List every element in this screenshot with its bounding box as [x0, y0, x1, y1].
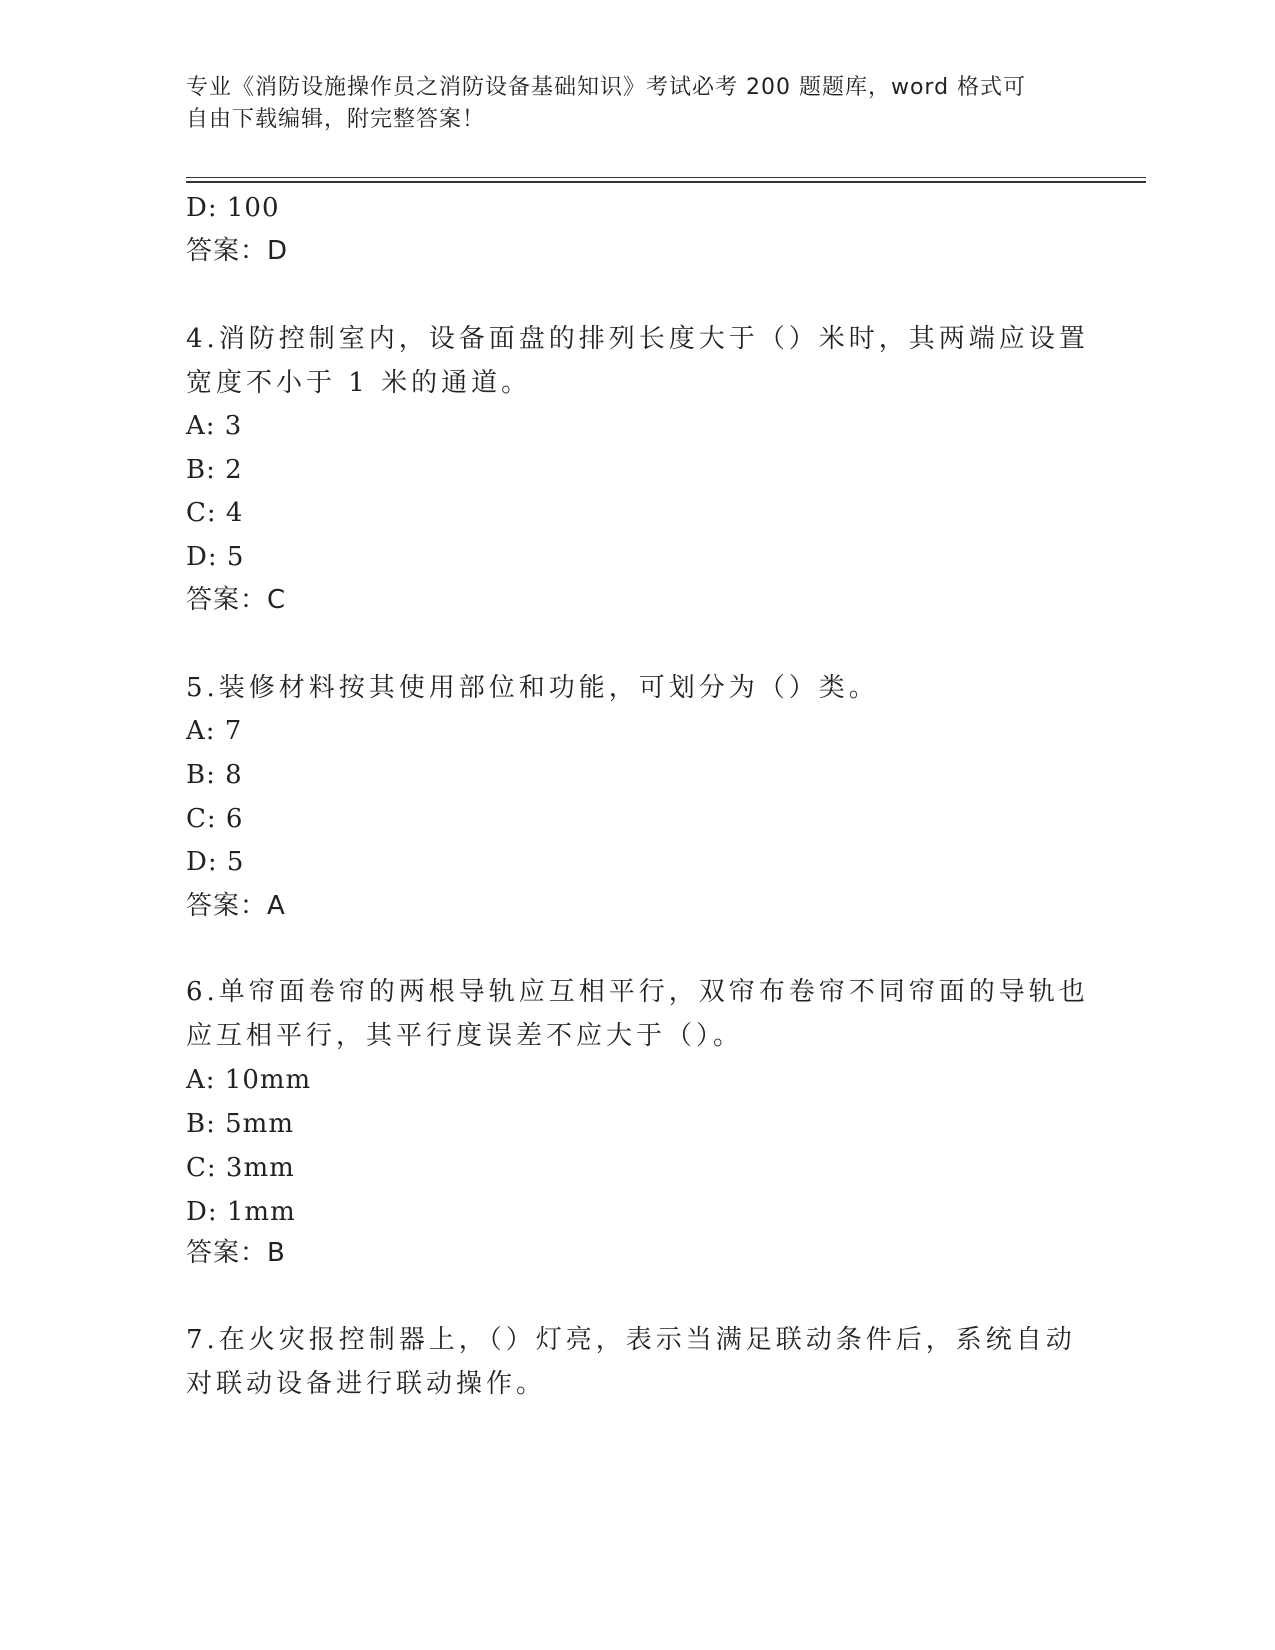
header-line-1: 专业《消防设施操作员之消防设备基础知识》考试必考 200 题题库，word 格式可	[186, 75, 1027, 100]
q6-option-d: D: 1mm	[186, 1197, 296, 1227]
page-header	[186, 72, 1066, 136]
q5-option-a: A: 7	[186, 716, 243, 746]
q5-answer: 答案：A	[186, 891, 286, 921]
q6-option-c: C: 3mm	[186, 1153, 295, 1183]
q4-option-a: A: 3	[186, 411, 243, 441]
q4-option-b: B: 2	[186, 455, 243, 485]
q6-stem-line-1: 6.单帘面卷帘的两根导轨应互相平行，双帘布卷帘不同帘面的导轨也	[186, 977, 1089, 1007]
header-divider-thin	[186, 177, 1146, 178]
q4-option-c: C: 4	[186, 498, 244, 528]
prev-option-d: D: 100	[186, 193, 280, 223]
q5-option-c: C: 6	[186, 804, 244, 834]
q7-stem-line-2: 对联动设备进行联动操作。	[186, 1369, 547, 1399]
q6-answer: 答案：B	[186, 1238, 286, 1268]
q4-stem-line-2: 宽度不小于 1 米的通道。	[186, 368, 532, 398]
q5-option-d: D: 5	[186, 847, 245, 877]
q4-stem-line-1: 4.消防控制室内，设备面盘的排列长度大于（）米时，其两端应设置	[186, 324, 1089, 354]
q7-stem-line-1: 7.在火灾报控制器上，（）灯亮，表示当满足联动条件后，系统自动	[186, 1325, 1076, 1355]
q5-stem-line-1: 5.装修材料按其使用部位和功能，可划分为（）类。	[186, 673, 879, 703]
q6-stem-line-2: 应互相平行，其平行度误差不应大于（）。	[186, 1021, 744, 1051]
header-line-2: 自由下载编辑，附完整答案！	[186, 107, 486, 132]
q4-option-d: D: 5	[186, 542, 245, 572]
header-divider-thick	[186, 181, 1146, 183]
q6-option-a: A: 10mm	[186, 1065, 312, 1095]
q4-answer: 答案：C	[186, 585, 287, 615]
q6-option-b: B: 5mm	[186, 1109, 294, 1139]
prev-answer: 答案：D	[186, 236, 289, 266]
q5-option-b: B: 8	[186, 760, 243, 790]
